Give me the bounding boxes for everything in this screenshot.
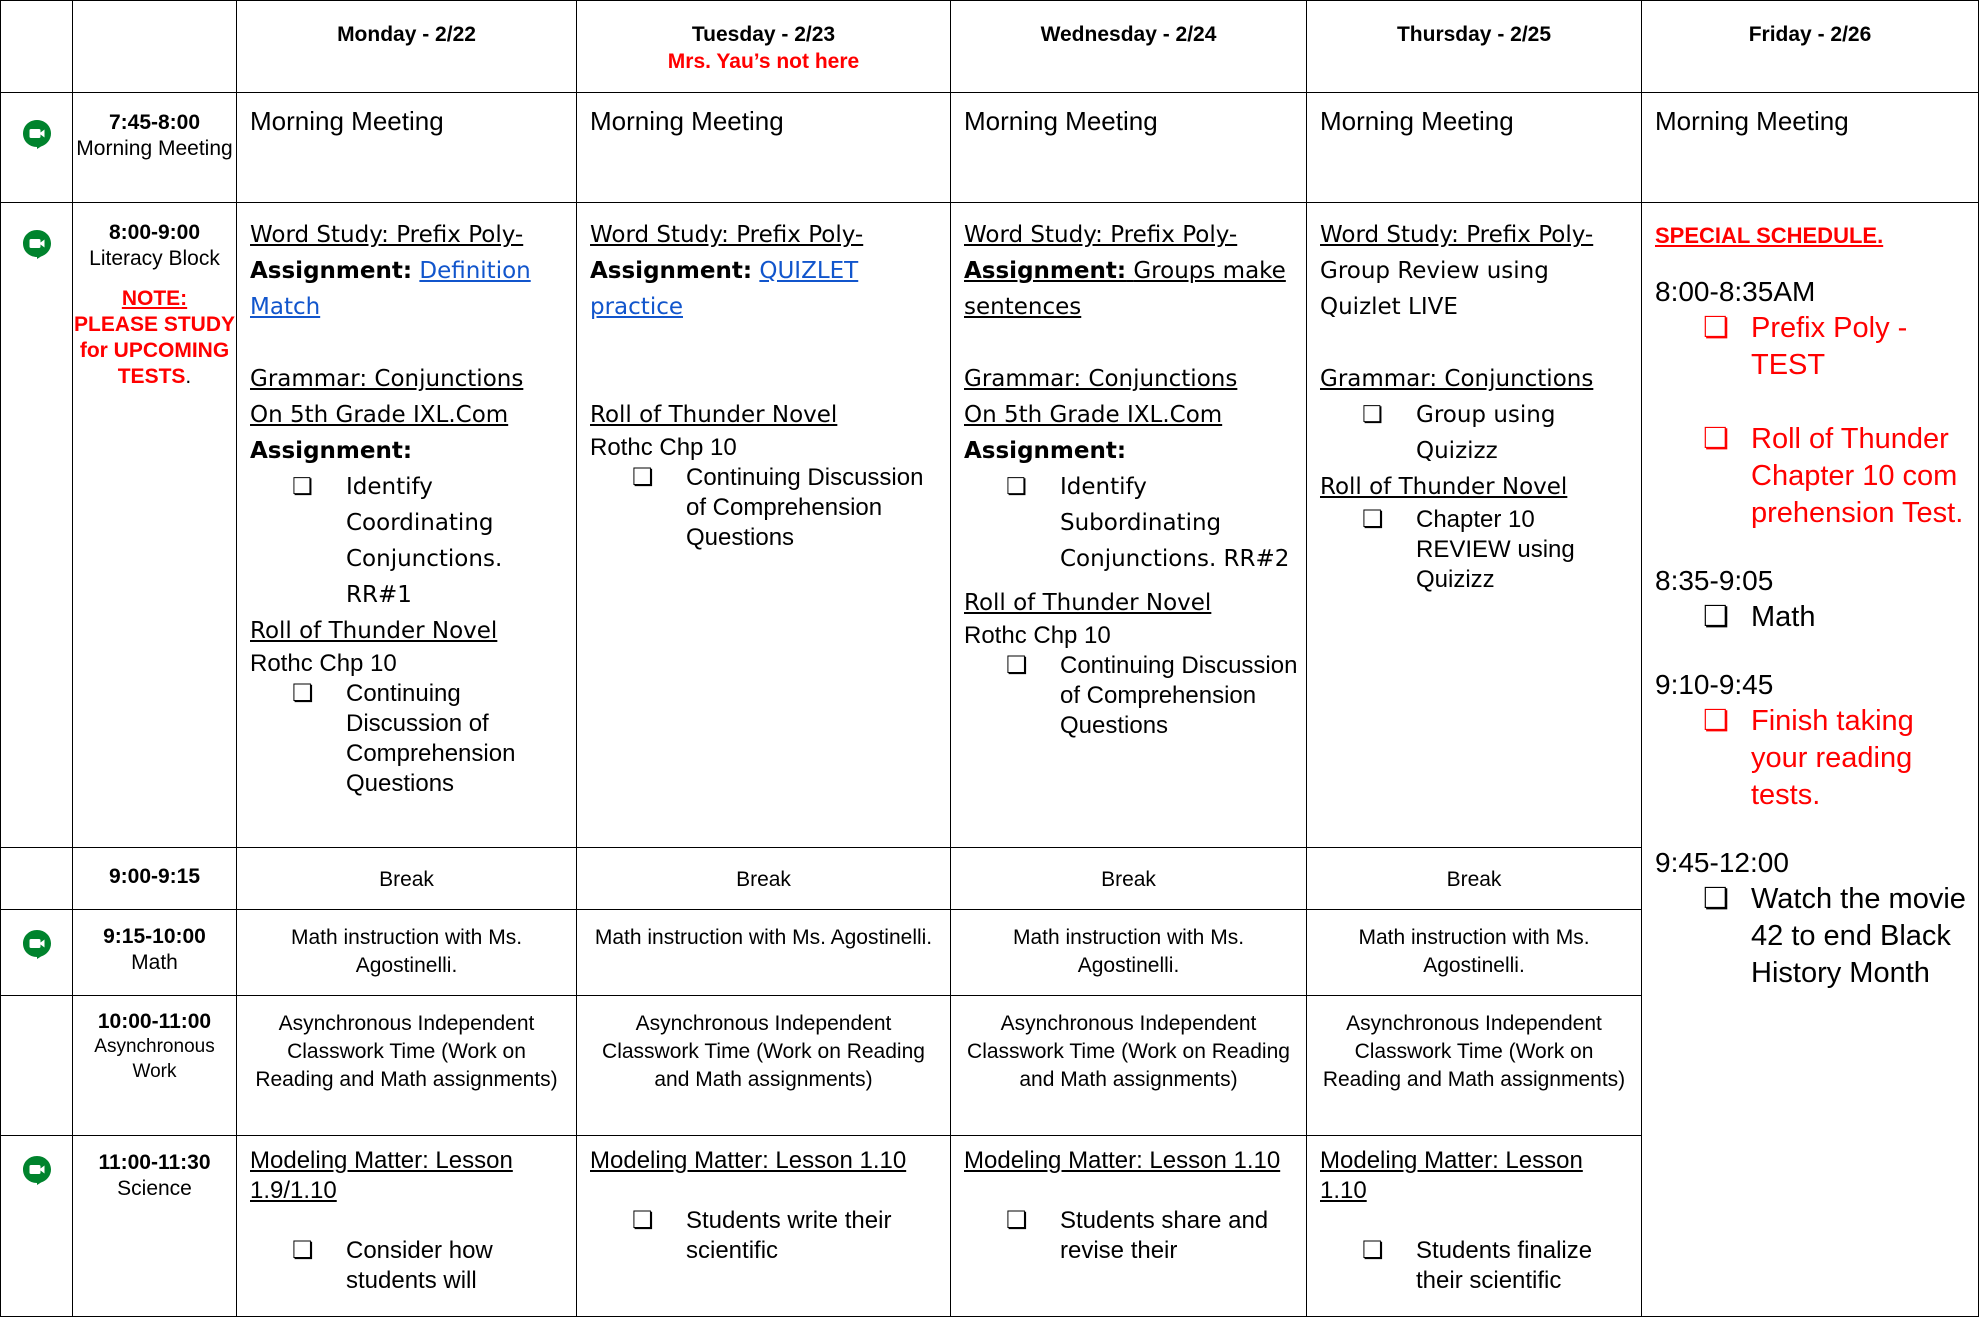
time-range: 9:15-10:00 xyxy=(103,925,206,948)
word-study-block xyxy=(590,217,942,325)
math-thursday: Math instruction with Ms. Agostinelli. xyxy=(1307,910,1642,996)
assignment-label: Assignment: xyxy=(250,438,413,464)
row-morning-meeting xyxy=(1,93,1979,203)
day-label: Thursday - 2/25 xyxy=(1396,23,1552,46)
novel-title: Roll of Thunder Novel xyxy=(590,402,838,428)
morning-thursday: Morning Meeting xyxy=(1307,93,1642,203)
assignment-label: Assignment: xyxy=(964,258,1127,284)
header-row xyxy=(1,1,1979,93)
checklist xyxy=(1320,505,1633,595)
checklist xyxy=(1655,703,1968,814)
break-tuesday: Break xyxy=(577,848,951,910)
list-item xyxy=(1362,397,1633,469)
checkbox-icon[interactable]: ❏ xyxy=(292,680,314,707)
grammar-block xyxy=(1320,361,1633,469)
checkbox-icon[interactable]: ❏ xyxy=(1703,312,1729,344)
checklist xyxy=(590,1206,940,1266)
empty-icon-cell xyxy=(1,848,73,910)
science-lesson-title: Modeling Matter: Lesson 1.10 xyxy=(1320,1147,1583,1204)
period-label: Science xyxy=(117,1177,192,1200)
time-range: 8:35-9:05 xyxy=(1655,565,1774,596)
checkbox-icon[interactable]: ❏ xyxy=(1006,652,1028,679)
science-monday xyxy=(237,1136,577,1317)
friday-special-schedule xyxy=(1642,203,1979,1317)
item-text: Roll of Thunder Chapter 10 comprehension Test. xyxy=(1751,423,1964,529)
google-meet-icon[interactable] xyxy=(21,928,53,965)
morning-tuesday: Morning Meeting xyxy=(577,93,951,203)
list-item xyxy=(1703,310,1968,384)
science-lesson-title: Modeling Matter: Lesson 1.10 xyxy=(590,1147,907,1174)
item-text: Prefix Poly - TEST xyxy=(1751,312,1908,381)
meet-icon-cell xyxy=(1,93,73,203)
item-text: Consider how students will xyxy=(346,1237,493,1294)
checklist xyxy=(250,1236,566,1296)
checkbox-icon[interactable]: ❏ xyxy=(632,464,654,491)
checkbox-icon[interactable]: ❏ xyxy=(1703,883,1729,915)
checkbox-icon[interactable]: ❏ xyxy=(1362,402,1383,428)
checkbox-icon[interactable]: ❏ xyxy=(1703,705,1729,737)
checklist xyxy=(964,1206,1296,1266)
time-cell xyxy=(73,1136,237,1317)
word-study-block xyxy=(964,217,1298,325)
novel-title: Roll of Thunder Novel xyxy=(250,618,498,644)
word-study-title: Word Study: Prefix Poly- xyxy=(590,222,864,248)
break-monday: Break xyxy=(237,848,577,910)
math-wednesday: Math instruction with Ms. Agostinelli. xyxy=(951,910,1307,996)
list-item xyxy=(1703,703,1968,814)
period-label: Asynchronous Work xyxy=(94,1036,215,1082)
math-monday: Math instruction with Ms. Agostinelli. xyxy=(237,910,577,996)
time-range: 9:00-9:15 xyxy=(108,865,201,888)
checkbox-icon[interactable]: ❏ xyxy=(1362,1237,1384,1264)
list-item xyxy=(292,469,568,613)
morning-monday: Morning Meeting xyxy=(237,93,577,203)
checklist xyxy=(590,463,942,553)
item-text: Finish taking your reading tests. xyxy=(1751,705,1914,811)
time-cell xyxy=(73,910,237,996)
period-label: Literacy Block xyxy=(89,247,220,270)
day-header-thursday xyxy=(1307,1,1642,93)
break-thursday: Break xyxy=(1307,848,1642,910)
item-text: Students write their scientific xyxy=(686,1207,892,1264)
science-wednesday xyxy=(951,1136,1307,1317)
time-cell xyxy=(73,203,237,848)
word-study-title: Word Study: Prefix Poly- xyxy=(250,222,524,248)
grammar-block xyxy=(250,361,568,613)
day-label: Tuesday - 2/23 xyxy=(691,23,836,46)
novel-chapter: Rothc Chp 10 xyxy=(964,622,1111,649)
quizlet-practice-link[interactable]: QUIZLET practice xyxy=(590,258,859,320)
empty-icon-cell xyxy=(1,996,73,1136)
science-lesson-title: Modeling Matter: Lesson 1.10 xyxy=(964,1147,1281,1174)
assignment-text: Groups make sentences xyxy=(964,258,1286,320)
note-dot: . xyxy=(185,365,192,388)
item-text: Students finalize their scientific xyxy=(1416,1237,1593,1294)
absence-note: Mrs. Yau’s not here xyxy=(667,50,860,73)
checklist xyxy=(250,679,568,799)
list-item xyxy=(1362,505,1633,595)
list-item xyxy=(1703,599,1968,636)
item-text: Identify Coordinating Conjunctions. RR#1 xyxy=(346,474,503,608)
time-range: 9:10-9:45 xyxy=(1655,669,1774,700)
google-meet-icon[interactable] xyxy=(21,1154,53,1191)
row-literacy-block xyxy=(1,203,1979,848)
time-range: 7:45-8:00 xyxy=(108,111,201,134)
grammar-title: Grammar: Conjunctions xyxy=(1320,366,1594,392)
google-meet-icon[interactable] xyxy=(21,118,53,155)
day-label: Wednesday - 2/24 xyxy=(1040,23,1217,46)
checklist xyxy=(1655,881,1968,992)
checklist xyxy=(250,469,568,613)
list-item xyxy=(1006,1206,1296,1266)
item-text: Continuing Discussion of Comprehension Questions xyxy=(346,680,516,797)
morning-friday: Morning Meeting xyxy=(1642,93,1979,203)
checkbox-icon[interactable]: ❏ xyxy=(1703,423,1729,455)
morning-wednesday: Morning Meeting xyxy=(951,93,1307,203)
time-range: 8:00-9:00 xyxy=(108,221,201,244)
checklist xyxy=(964,651,1298,741)
google-meet-icon[interactable] xyxy=(21,228,53,265)
item-text: Chapter 10 REVIEW using Quizizz xyxy=(1416,506,1575,593)
list-item xyxy=(632,463,942,553)
word-study-title: Word Study: Prefix Poly- xyxy=(1320,222,1594,248)
list-item xyxy=(1703,421,1968,532)
literacy-wednesday xyxy=(951,203,1307,848)
time-range: 9:45-12:00 xyxy=(1655,847,1789,878)
checkbox-icon[interactable]: ❏ xyxy=(1362,506,1384,533)
async-tuesday: Asynchronous Independent Classwork Time (Work on Reading and Math assignments) xyxy=(577,996,951,1136)
grammar-block xyxy=(964,361,1298,577)
science-thursday xyxy=(1307,1136,1642,1317)
item-text: Group using Quizizz xyxy=(1416,402,1556,464)
time-range: 8:00-8:35AM xyxy=(1655,276,1816,307)
science-tuesday xyxy=(577,1136,951,1317)
list-item xyxy=(292,679,568,799)
item-text: Continuing Discussion of Comprehension Questions xyxy=(686,464,924,551)
list-item xyxy=(292,1236,566,1296)
assignment-label: Assignment: xyxy=(590,258,753,284)
checklist xyxy=(1320,1236,1631,1296)
async-thursday: Asynchronous Independent Classwork Time (Work on Reading and Math assignments) xyxy=(1307,996,1642,1136)
grammar-title: Grammar: Conjunctions xyxy=(964,366,1238,392)
day-header-monday xyxy=(237,1,577,93)
assignment-label: Assignment: xyxy=(250,258,413,284)
day-label: Friday - 2/26 xyxy=(1748,23,1872,46)
meet-icon-cell xyxy=(1,203,73,848)
checkbox-icon[interactable]: ❏ xyxy=(292,474,313,500)
literacy-tuesday xyxy=(577,203,951,848)
grammar-subtitle: On 5th Grade IXL.Com xyxy=(250,402,509,428)
meet-icon-cell xyxy=(1,910,73,996)
study-note xyxy=(73,286,236,390)
period-label: Math xyxy=(131,951,178,974)
list-item xyxy=(1362,1236,1631,1296)
checklist xyxy=(1655,599,1968,636)
literacy-thursday xyxy=(1307,203,1642,848)
novel-title: Roll of Thunder Novel xyxy=(964,590,1212,616)
item-text: Watch the movie 42 to end Black History Month xyxy=(1751,883,1966,989)
checklist xyxy=(964,469,1298,577)
note-body: PLEASE STUDY for UPCOMING TESTS xyxy=(73,313,236,388)
word-study-block xyxy=(250,217,568,325)
grammar-subtitle: On 5th Grade IXL.Com xyxy=(964,402,1223,428)
checkbox-icon[interactable]: ❏ xyxy=(632,1207,654,1234)
day-label: Monday - 2/22 xyxy=(337,23,476,46)
literacy-monday xyxy=(237,203,577,848)
time-range: 10:00-11:00 xyxy=(97,1010,212,1033)
item-text: Continuing Discussion of Comprehension Questions xyxy=(1060,652,1298,739)
list-item xyxy=(1006,469,1298,577)
time-cell xyxy=(73,848,237,910)
novel-chapter: Rothc Chp 10 xyxy=(590,434,737,461)
item-text: Identify Subordinating Conjunctions. RR#2 xyxy=(1060,474,1290,572)
list-item xyxy=(1006,651,1298,741)
time-cell xyxy=(73,93,237,203)
time-cell xyxy=(73,996,237,1136)
special-schedule-heading: SPECIAL SCHEDULE. xyxy=(1655,223,1884,248)
item-text: Students share and revise their xyxy=(1060,1207,1269,1264)
meet-icon-cell xyxy=(1,1136,73,1317)
async-wednesday: Asynchronous Independent Classwork Time (Work on Reading and Math assignments) xyxy=(951,996,1307,1136)
checklist xyxy=(1655,310,1968,532)
novel-chapter: Rothc Chp 10 xyxy=(250,650,397,677)
grammar-title: Grammar: Conjunctions xyxy=(250,366,524,392)
day-header-wednesday xyxy=(951,1,1307,93)
checkbox-icon[interactable]: ❏ xyxy=(292,1237,314,1264)
header-time-cell xyxy=(73,1,237,93)
science-lesson-title: Modeling Matter: Lesson 1.9/1.10 xyxy=(250,1147,513,1204)
definition-match-link[interactable]: Definition Match xyxy=(250,258,531,320)
novel-title: Roll of Thunder Novel xyxy=(1320,474,1568,500)
word-study-text: Group Review using Quizlet LIVE xyxy=(1320,258,1549,320)
checkbox-icon[interactable]: ❏ xyxy=(1703,601,1729,633)
assignment-label: Assignment: xyxy=(964,438,1127,464)
word-study-title: Word Study: Prefix Poly- xyxy=(964,222,1238,248)
checklist xyxy=(1320,397,1633,469)
word-study-block xyxy=(1320,217,1633,325)
checkbox-icon[interactable]: ❏ xyxy=(1006,1207,1028,1234)
time-range: 11:00-11:30 xyxy=(98,1151,211,1174)
item-text: Math xyxy=(1751,601,1816,633)
note-title: NOTE: xyxy=(121,287,188,310)
math-tuesday: Math instruction with Ms. Agostinelli. xyxy=(577,910,951,996)
list-item xyxy=(1703,881,1968,992)
day-header-friday xyxy=(1642,1,1979,93)
checkbox-icon[interactable]: ❏ xyxy=(1006,474,1027,500)
header-icon-cell xyxy=(1,1,73,93)
list-item xyxy=(632,1206,940,1266)
day-header-tuesday xyxy=(577,1,951,93)
period-label: Morning Meeting xyxy=(76,137,233,160)
break-wednesday: Break xyxy=(951,848,1307,910)
async-monday: Asynchronous Independent Classwork Time (Work on Reading and Math assignments) xyxy=(237,996,577,1136)
